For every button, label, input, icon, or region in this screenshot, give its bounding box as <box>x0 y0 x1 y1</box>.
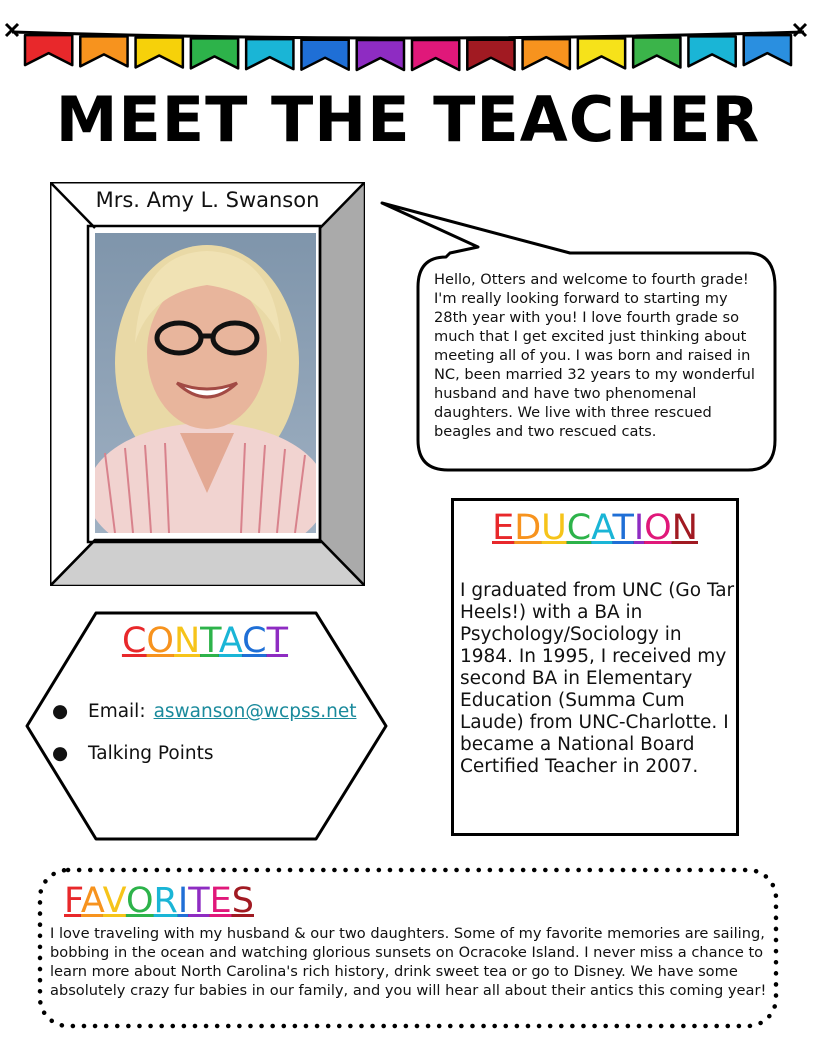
heading-letter: E <box>492 508 515 548</box>
heading-letter: A <box>80 881 103 921</box>
heading-letter: O <box>146 621 174 661</box>
banner-knot-icon <box>6 24 18 36</box>
heading-letter: C <box>566 508 592 548</box>
pennant-flag <box>136 37 183 67</box>
heading-letter: E <box>209 881 232 921</box>
heading-letter: S <box>231 881 254 921</box>
email-label: Email: <box>88 701 146 722</box>
bullet-icon: ● <box>52 701 69 722</box>
heading-letter: F <box>64 881 81 921</box>
education-text: I graduated from UNC (Go Tar Heels!) with a BA in Psychology/Sociology in 1984. In 1995, I received my second BA in Elementary Education (Summa Cum Laude) from UNC-Charlotte. I became a National Board Certified Teacher in 2007. <box>460 580 735 777</box>
heading-letter: O <box>125 881 154 921</box>
favorites-heading <box>64 878 254 924</box>
pennant-flag <box>246 39 293 69</box>
pennant-flag <box>467 40 514 70</box>
education-heading <box>451 505 739 551</box>
pennant-flag <box>523 39 570 69</box>
contact-heading <box>80 618 330 664</box>
heading-letter: T <box>612 508 634 548</box>
heading-letter: N <box>671 508 698 548</box>
pennant-flag <box>412 40 459 70</box>
heading-letter: A <box>218 621 243 661</box>
heading-letter: R <box>153 881 178 921</box>
heading-letter: O <box>644 508 672 548</box>
teacher-name: Mrs. Amy L. Swanson <box>95 188 320 212</box>
heading-letter: N <box>173 621 201 661</box>
pennant-flag <box>25 35 72 65</box>
pennant-flag <box>357 40 404 70</box>
heading-letter: D <box>514 508 542 548</box>
pennant-flag <box>191 38 238 68</box>
bullet-icon: ● <box>52 743 69 764</box>
heading-letter: A <box>591 508 613 548</box>
email-link[interactable]: aswanson@wcpss.net <box>153 701 357 722</box>
heading-letter: U <box>541 508 567 548</box>
pennant-flag <box>578 38 625 68</box>
heading-letter: C <box>121 621 147 661</box>
banner-string <box>12 32 804 38</box>
pennant-flag <box>744 35 791 65</box>
heading-letter: T <box>266 621 289 661</box>
teacher-photo <box>95 233 316 533</box>
pennant-flag <box>301 40 348 70</box>
pennant-flag <box>80 36 127 66</box>
heading-letter: T <box>200 621 219 661</box>
talking-points-label: Talking Points <box>88 743 214 764</box>
favorites-text: I love traveling with my husband & our two daughters. Some of my favorite memories are sailing, bobbing in the ocean and watching glorious sunsets on Ocracoke Island. I never miss a chance to learn more about North Carolina's rich history, drink sweet tea or go to Disney. We have some absolutely crazy fur babies in our family, and you will hear all about their antics this coming year! <box>50 925 767 999</box>
pennant-flag <box>633 37 680 67</box>
heading-letter: I <box>633 508 645 548</box>
heading-letter: T <box>188 881 210 921</box>
heading-letter: C <box>242 621 267 661</box>
intro-text: Hello, Otters and welcome to fourth grade! I'm really looking forward to starting my 28th year with you! I love fourth grade so much that I get excited just thinking about meeting all of you. I was born and raised in NC, been married 32 years to my wonderful husband and have two phenomenal daughters. We live with three rescued beagles and two rescued cats. <box>434 271 755 440</box>
pennant-banner <box>0 0 816 80</box>
banner-knot-icon <box>794 24 806 36</box>
pennant-flag <box>688 36 735 66</box>
heading-letter: I <box>177 881 189 921</box>
page-title: MEET THE TEACHER <box>55 83 761 156</box>
heading-letter: V <box>102 881 126 921</box>
